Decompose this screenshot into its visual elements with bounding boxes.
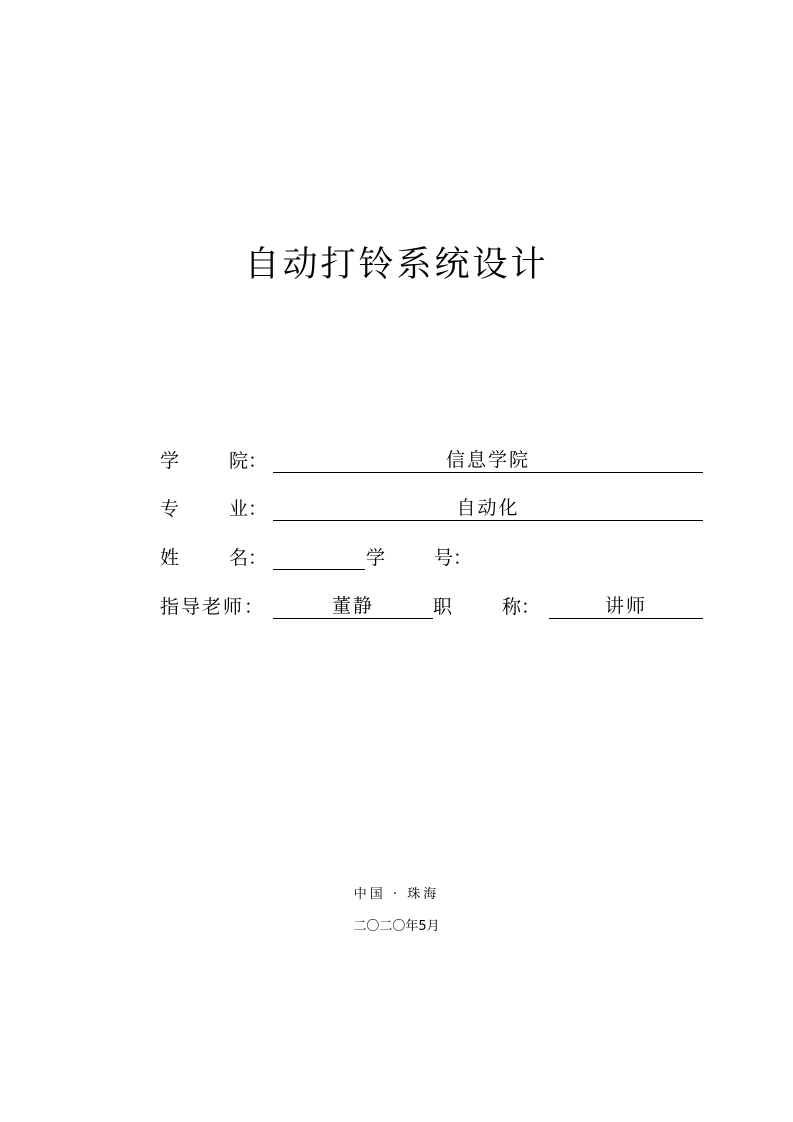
advisor-field: 董静 [273, 594, 433, 619]
major-field: 自动化 [273, 496, 703, 521]
name-id-row [160, 545, 660, 571]
college-label-char-2: 院： [229, 450, 268, 472]
title-rank-label-char-2: 称： [502, 596, 541, 618]
major-label-char-2: 业： [229, 498, 268, 520]
title-rank-label-char-1: 职 [433, 596, 453, 618]
name-label-char-2: 名： [229, 547, 268, 569]
advisor-row [160, 594, 703, 620]
college-field: 信息学院 [273, 448, 703, 473]
major-label-char-1: 专 [160, 498, 180, 520]
name-field [273, 545, 365, 570]
college-label-char-1: 学 [160, 450, 180, 472]
title-rank-field: 讲师 [549, 594, 703, 619]
footer-date: 二〇二〇年5月 [353, 919, 440, 934]
student-id-label-char-2: 号： [434, 547, 473, 569]
student-id-label-char-1: 学 [366, 547, 386, 569]
document-title: 自动打铃系统设计 [244, 245, 549, 285]
advisor-label: 指导老师： [160, 596, 266, 618]
name-label-char-1: 姓 [160, 547, 180, 569]
footer-place: 中国 · 珠海 [353, 887, 440, 902]
